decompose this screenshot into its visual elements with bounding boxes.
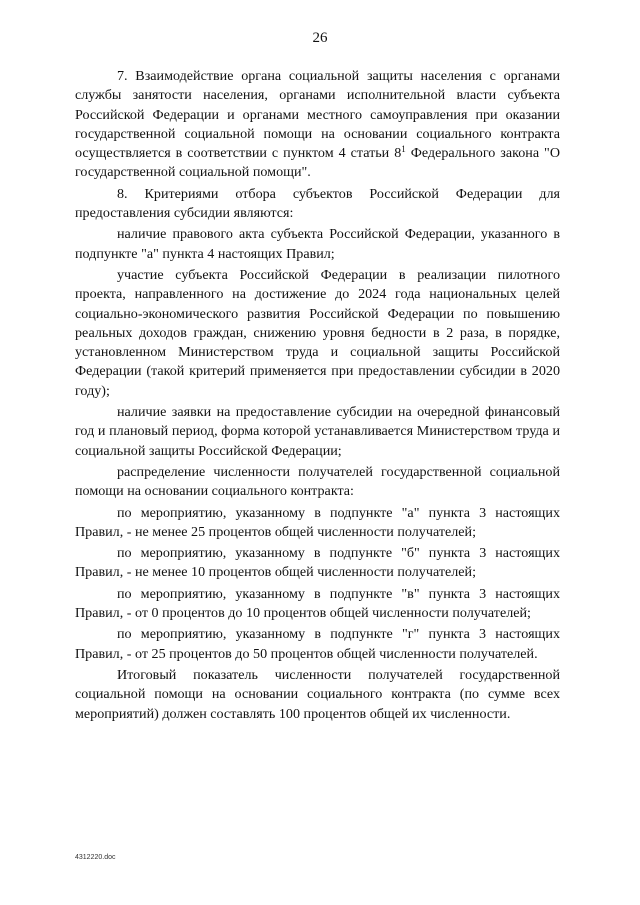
distribution-item-a: по мероприятию, указанному в подпункте "а" пункта 3 настоящих Правил, - не менее 25 процентов общей численности получателей; xyxy=(75,504,560,540)
superscript-article-index: 1 xyxy=(401,144,406,155)
paragraph-7-tail: Федерального закона "О государственной социальной помощи". xyxy=(75,145,560,181)
file-identifier: 4312220.doc xyxy=(75,854,116,861)
criterion-application: наличие заявки на предоставление субсидии на очередной финансовый год и плановый период, форма которой устанавливается Министерством труда и социальной защиты Российской Федерации; xyxy=(75,404,560,459)
distribution-item-v: по мероприятию, указанному в подпункте "в" пункта 3 настоящих Правил, - от 0 процентов до 10 процентов общей численности получателей; xyxy=(75,585,560,622)
document-body xyxy=(75,67,560,724)
criterion-legal-act: наличие правового акта субъекта Российской Федерации, указанного в подпункте "а" пункта 4 настоящих Правил; xyxy=(75,226,560,262)
paragraph-7-text: 7. Взаимодействие органа социальной защиты населения с органами службы занятости населения, органами исполнительной власти субъекта Российской Федерации и органами местного самоуправления при оказании государственной социальной помощи на основании социального контракта осуществляется в соответствии с пунктом 4 статьи 8 xyxy=(75,68,560,162)
total-indicator: Итоговый показатель численности получателей государственной социальной помощи на основании социального контракта (по сумме всех мероприятий) должен составлять 100 процентов общей их численности. xyxy=(75,666,560,722)
paragraph-8: 8. Критериями отбора субъектов Российской Федерации для предоставления субсидии являются: xyxy=(75,185,560,222)
criterion-pilot-project: участие субъекта Российской Федерации в реализации пилотного проекта, направленного на достижение до 2024 года национальных целей социально-экономического развития Российской Федерации по повышению реальных доходов граждан, снижению уровня бедности в 2 раза, в порядке, установленном Министерством труда и социальной защиты Российской Федерации (такой критерий применяется при предоставлении субсидии в 2020 году); xyxy=(75,266,560,399)
distribution-item-g: по мероприятию, указанному в подпункте "г" пункта 3 настоящих Правил, - от 25 процентов до 50 процентов общей численности получателей. xyxy=(75,626,560,662)
distribution-item-b: по мероприятию, указанному в подпункте "б" пункта 3 настоящих Правил, - не менее 10 процентов общей численности получателей; xyxy=(75,545,560,581)
page-number: 26 xyxy=(312,30,328,46)
paragraph-7 xyxy=(75,67,560,183)
criterion-distribution: распределение численности получателей государственной социальной помощи на основании социального контракта: xyxy=(75,463,560,500)
